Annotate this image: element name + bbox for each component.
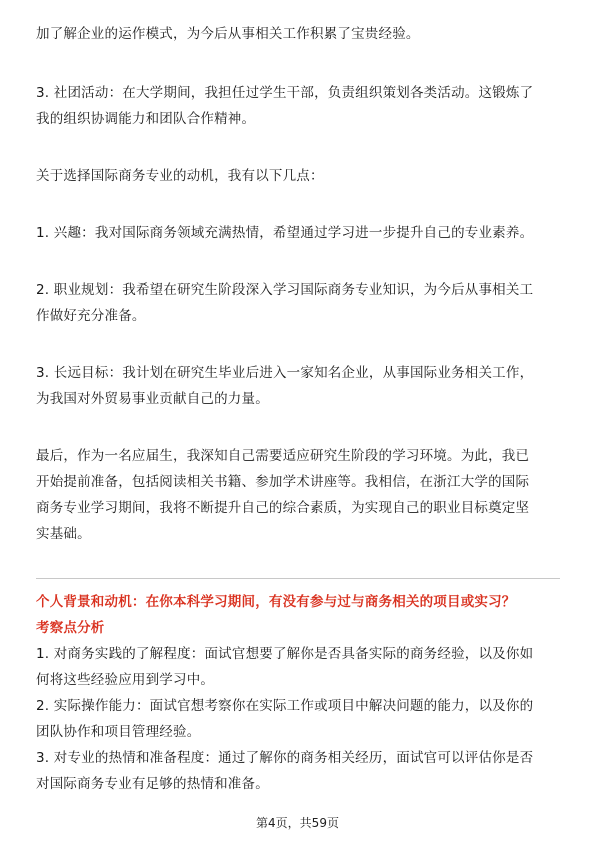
analysis-heading: 考察点分析 [36,620,105,636]
paragraph-long-term-goal-line1: 3. 长远目标：我计划在研究生毕业后进入一家知名企业，从事国际业务相关工作， [36,365,534,381]
section-divider [36,578,560,579]
analysis-item-3-line2: 对国际商务专业有足够的热情和准备。 [36,776,269,792]
paragraph-motivation-lead: 关于选择国际商务专业的动机，我有以下几点： [36,168,324,184]
paragraph-career-plan-line2: 作做好充分准备。 [36,308,146,324]
analysis-item-1-line1: 1. 对商务实践的了解程度：面试官想要了解你是否具备实际的商务经验，以及你如 [36,646,534,662]
paragraph-conclusion-line2: 开始提前准备，包括阅读相关书籍、参加学术讲座等。我相信，在浙江大学的国际 [36,474,530,490]
paragraph-interest: 1. 兴趣：我对国际商务领域充满热情，希望通过学习进一步提升自己的专业素养。 [36,225,534,241]
paragraph-career-plan-line1: 2. 职业规划：我希望在研究生阶段深入学习国际商务专业知识，为今后从事相关工 [36,282,534,298]
interview-question: 个人背景和动机：在你本科学习期间，有没有参与过与商务相关的项目或实习？ [36,594,516,610]
upper-section [36,21,560,547]
analysis-item-2-line2: 团队协作和项目管理经验。 [36,724,201,740]
page-number: 第4页，共59页 [256,816,339,830]
paragraph-conclusion-line3: 商务专业学习期间，我将不断提升自己的综合素质，为实现自己的职业目标奠定坚 [36,500,530,516]
analysis-item-1-line2: 何将这些经验应用到学习中。 [36,672,215,688]
paragraph-long-term-goal-line2: 为我国对外贸易事业贡献自己的力量。 [36,391,269,407]
paragraph-conclusion-line4: 实基础。 [36,526,91,542]
paragraph-club-activities-line1: 3. 社团活动：在大学期间，我担任过学生干部，负责组织策划各类活动。这锻炼了 [36,85,534,101]
analysis-item-2-line1: 2. 实际操作能力：面试官想考察你在实际工作或项目中解决问题的能力，以及你的 [36,698,534,714]
paragraph-conclusion-line1: 最后，作为一名应届生，我深知自己需要适应研究生阶段的学习环境。为此，我已 [36,448,530,464]
paragraph-club-activities-line2: 我的组织协调能力和团队合作精神。 [36,111,256,127]
analysis-item-3-line1: 3. 对专业的热情和准备程度：通过了解你的商务相关经历，面试官可以评估你是否 [36,750,534,766]
paragraph-intro-continuation: 加了解企业的运作模式，为今后从事相关工作积累了宝贵经验。 [36,26,420,42]
